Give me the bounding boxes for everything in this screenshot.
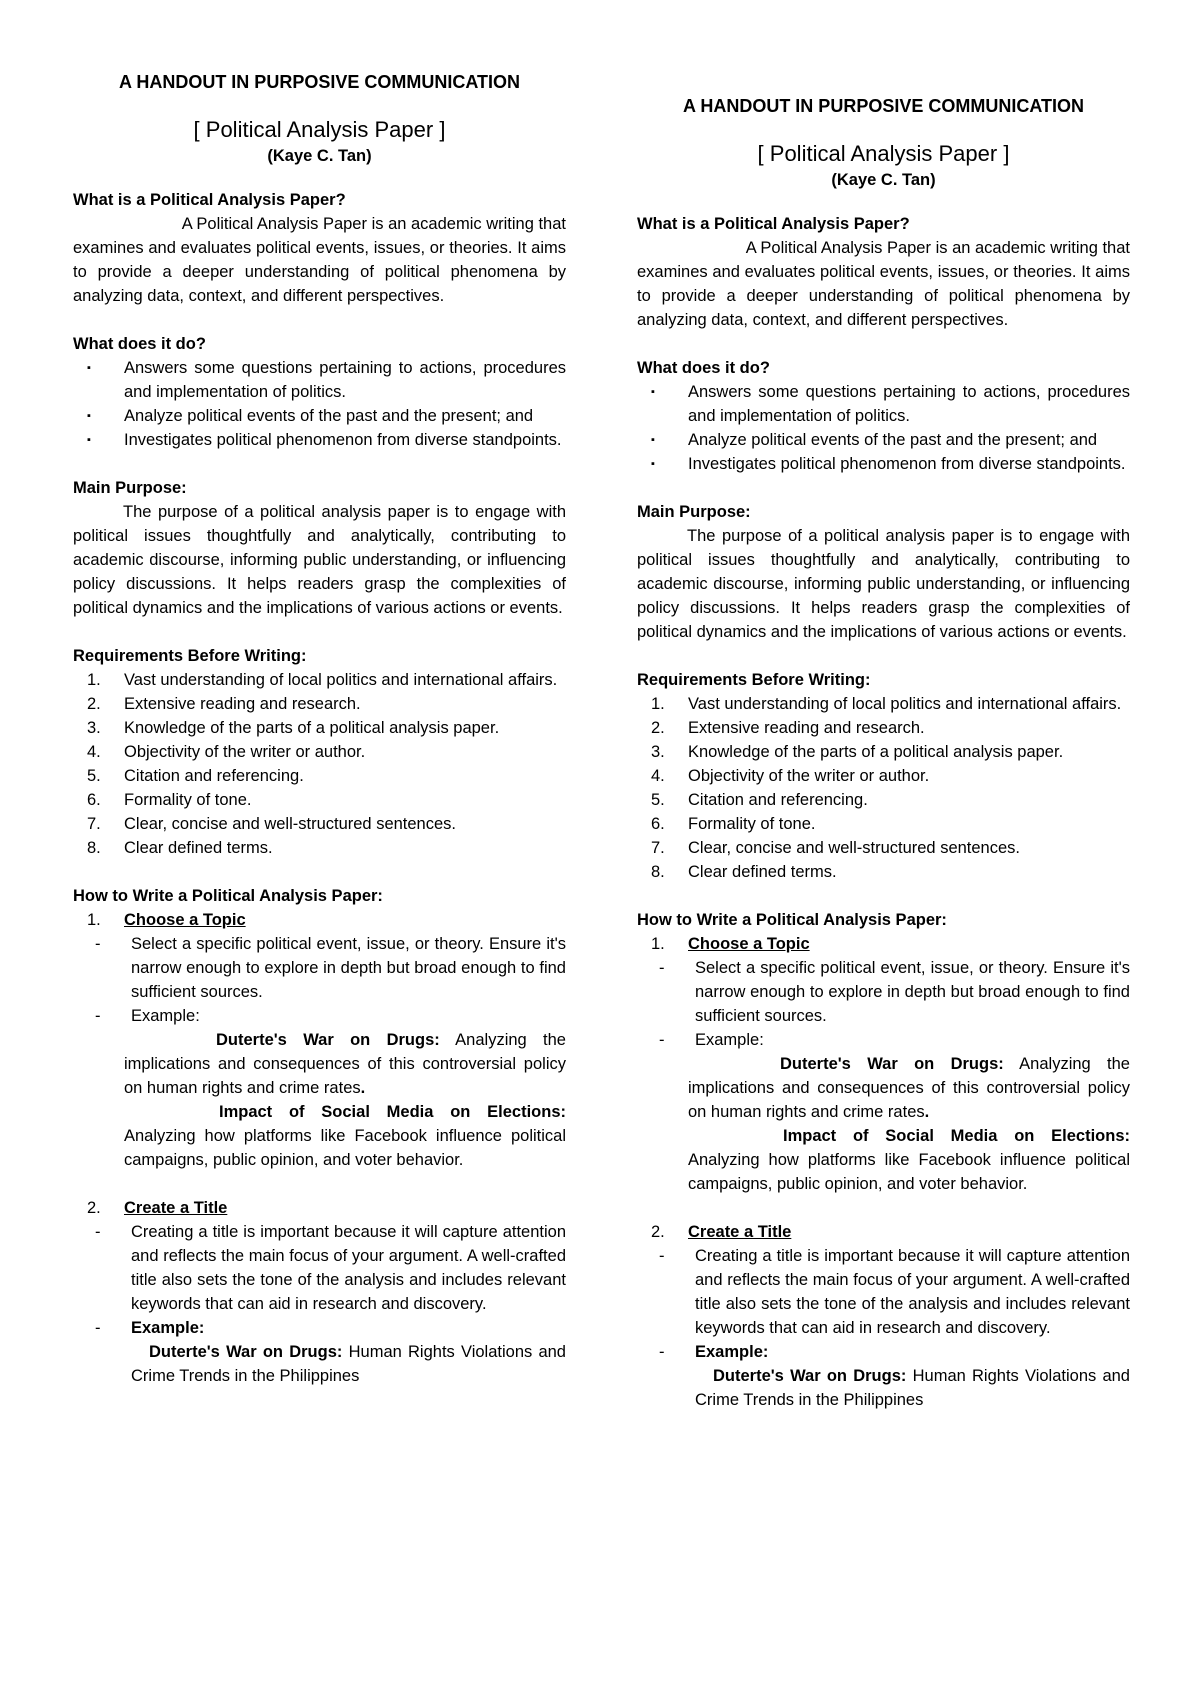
list-item: 1. Vast understanding of local politics and international affairs.	[651, 695, 1122, 713]
purpose-body: The purpose of a political analysis paper is to engage with political issues thoughtfully and analytically, contributing to academic discourse, informing public understanding, or influencing policy discussions. It helps readers grasp the complexities of political dynamics and the implications of various actions or events.	[73, 503, 566, 617]
intro-body: examines and evaluates political events, issues, or theories. It aims to provide a deeper understanding of political phenomena by analyzing data, context, and different perspectives.	[73, 239, 566, 305]
step-2-heading: 2. Create a Title	[87, 1199, 228, 1217]
handout-header: A HANDOUT IN PURPOSIVE COMMUNICATION	[118, 72, 520, 92]
step-1-heading: 1. Choose a Topic	[87, 911, 246, 929]
intro-heading: What is a Political Analysis Paper?	[637, 215, 910, 233]
step-1-description: - Select a specific political event, issue, or theory. Ensure it's narrow enough to explore in depth but broad enough to find sufficient sources.	[659, 959, 1130, 1025]
bullet-icon: ▪	[651, 434, 655, 446]
step-2-example: Duterte's War on Drugs: Human Rights Violations and Crime Trends in the Philippines	[131, 1343, 566, 1385]
step-1-heading: 1. Choose a Topic	[651, 935, 810, 953]
requirements-heading: Requirements Before Writing:	[637, 671, 871, 689]
left-column	[73, 70, 566, 1388]
what-it-does-heading: What does it do?	[73, 335, 206, 353]
list-item: 6. Formality of tone.	[651, 815, 816, 833]
handout-header: A HANDOUT IN PURPOSIVE COMMUNICATION	[682, 96, 1084, 116]
list-item: 2. Extensive reading and research.	[87, 695, 361, 713]
list-item: 3. Knowledge of the parts of a political analysis paper.	[651, 743, 1064, 761]
author-name: (Kaye C. Tan)	[831, 171, 936, 189]
list-item: 4. Objectivity of the writer or author.	[87, 743, 366, 761]
list-item: ▪ Investigates political phenomenon from diverse standpoints.	[73, 428, 566, 452]
page-title: [ Political Analysis Paper ]	[193, 117, 446, 142]
list-item: 4. Objectivity of the writer or author.	[651, 767, 930, 785]
list-item: 5. Citation and referencing.	[651, 791, 868, 809]
step-1-example-social-media: Impact of Social Media on Elections: Analyzing how platforms like Facebook influence political campaigns, public opinion, and voter behavior.	[124, 1103, 566, 1169]
step-1-example-social-media: Impact of Social Media on Elections: Analyzing how platforms like Facebook influence political campaigns, public opinion, and voter behavior.	[688, 1127, 1130, 1193]
what-it-does-heading: What does it do?	[637, 359, 770, 377]
requirements-heading: Requirements Before Writing:	[73, 647, 307, 665]
step-2-description: - Creating a title is important because it will capture attention and reflects the main focus of your argument. A well-crafted title also sets the tone of the analysis and includes relevant keywords that can aid in research and discovery.	[95, 1223, 566, 1313]
step-2-example-label: - Example:	[95, 1319, 205, 1337]
requirements-list	[73, 668, 566, 860]
purpose-body: The purpose of a political analysis paper is to engage with political issues thoughtfully and analytically, contributing to academic discourse, informing public understanding, or influencing policy discussions. It helps readers grasp the complexities of political dynamics and the implications of various actions or events.	[637, 527, 1130, 641]
how-to-heading: How to Write a Political Analysis Paper:	[73, 887, 383, 905]
what-it-does-list	[637, 380, 1130, 476]
list-item: 6. Formality of tone.	[87, 791, 252, 809]
intro-heading: What is a Political Analysis Paper?	[73, 191, 346, 209]
intro-lead: A Political Analysis Paper is an academic writing that	[745, 239, 1130, 257]
list-item: 3. Knowledge of the parts of a political analysis paper.	[87, 719, 500, 737]
step-2-example-label: - Example:	[659, 1343, 769, 1361]
list-item: ▪ Investigates political phenomenon from diverse standpoints.	[637, 452, 1130, 476]
step-1-example-duterte: Duterte's War on Drugs: Analyzing the implications and consequences of this controversial policy on human rights and crime rates.	[688, 1055, 1130, 1121]
step-1-example-duterte: Duterte's War on Drugs: Analyzing the implications and consequences of this controversial policy on human rights and crime rates.	[124, 1031, 566, 1097]
list-item: 1. Vast understanding of local politics and international affairs.	[87, 671, 558, 689]
step-1-description: - Select a specific political event, issue, or theory. Ensure it's narrow enough to explore in depth but broad enough to find sufficient sources.	[95, 935, 566, 1001]
purpose-heading: Main Purpose:	[637, 503, 751, 521]
bullet-icon: ▪	[87, 362, 91, 374]
list-item: ▪ Answers some questions pertaining to actions, procedures and implementation of politics.	[637, 380, 1130, 428]
bullet-icon: ▪	[651, 386, 655, 398]
list-item: 7. Clear, concise and well-structured sentences.	[651, 839, 1020, 857]
requirements-list	[637, 692, 1130, 884]
purpose-heading: Main Purpose:	[73, 479, 187, 497]
step-2-example: Duterte's War on Drugs: Human Rights Violations and Crime Trends in the Philippines	[695, 1367, 1130, 1409]
what-it-does-list	[73, 356, 566, 452]
list-item: ▪ Answers some questions pertaining to actions, procedures and implementation of politics.	[73, 356, 566, 404]
intro-lead: A Political Analysis Paper is an academic writing that	[181, 215, 566, 233]
list-item: ▪ Analyze political events of the past and the present; and	[73, 404, 566, 428]
step-1-example-label: - Example:	[659, 1031, 764, 1049]
list-item: 2. Extensive reading and research.	[651, 719, 925, 737]
page-title: [ Political Analysis Paper ]	[757, 141, 1010, 166]
step-2-description: - Creating a title is important because it will capture attention and reflects the main focus of your argument. A well-crafted title also sets the tone of the analysis and includes relevant keywords that can aid in research and discovery.	[659, 1247, 1130, 1337]
list-item: 8. Clear defined terms.	[651, 863, 837, 881]
step-2-heading: 2. Create a Title	[651, 1223, 792, 1241]
bullet-icon: ▪	[87, 410, 91, 422]
how-to-heading: How to Write a Political Analysis Paper:	[637, 911, 947, 929]
bullet-icon: ▪	[87, 434, 91, 446]
right-column	[637, 94, 1130, 1412]
list-item: 7. Clear, concise and well-structured sentences.	[87, 815, 456, 833]
intro-body: examines and evaluates political events, issues, or theories. It aims to provide a deeper understanding of political phenomena by analyzing data, context, and different perspectives.	[637, 263, 1130, 329]
list-item: ▪ Analyze political events of the past and the present; and	[637, 428, 1130, 452]
step-1-example-label: - Example:	[95, 1007, 200, 1025]
bullet-icon: ▪	[651, 458, 655, 470]
author-name: (Kaye C. Tan)	[267, 147, 372, 165]
list-item: 5. Citation and referencing.	[87, 767, 304, 785]
list-item: 8. Clear defined terms.	[87, 839, 273, 857]
